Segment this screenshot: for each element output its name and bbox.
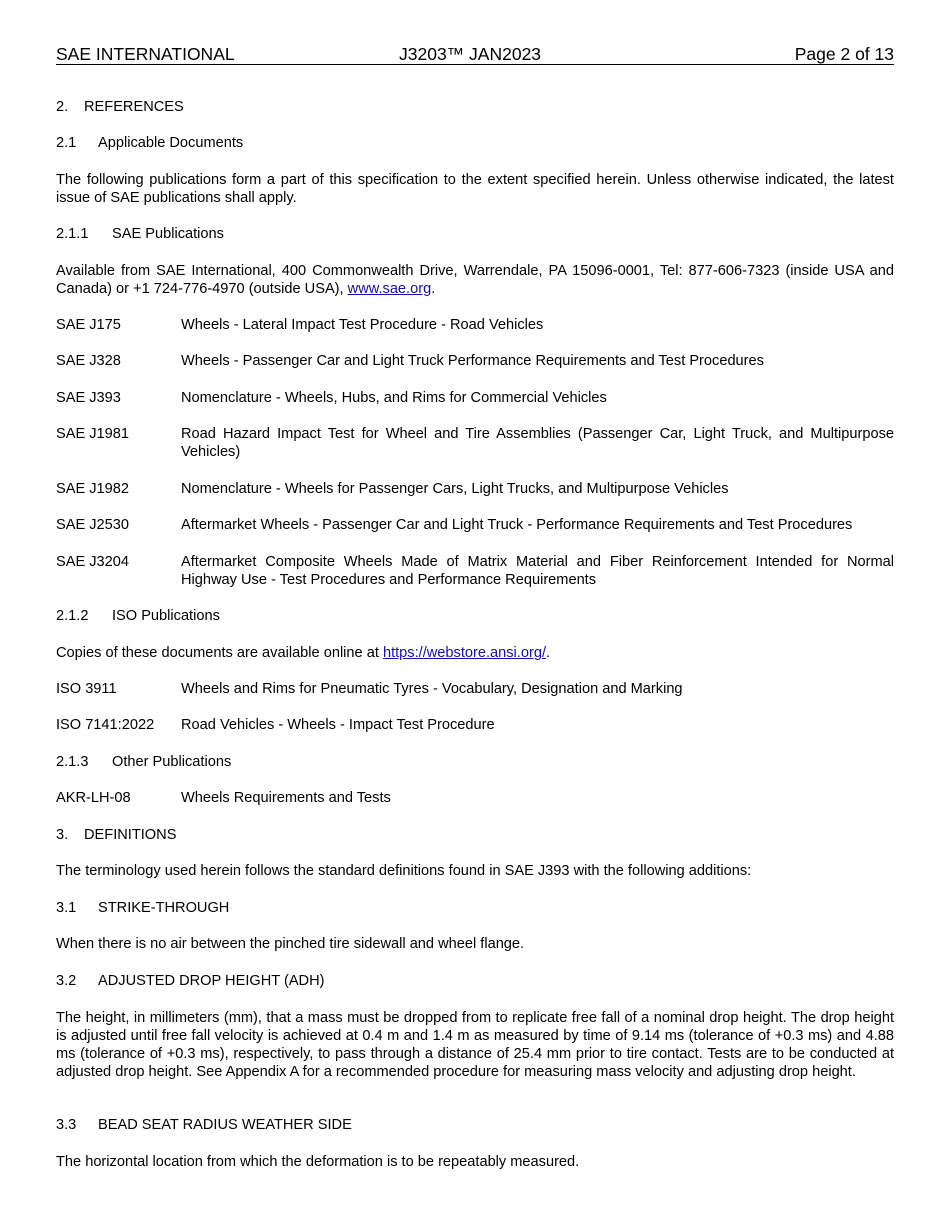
page-header (56, 44, 894, 65)
header-page-number: Page 2 of 13 (794, 44, 894, 64)
section-title: DEFINITIONS (84, 827, 177, 843)
reference-code: ISO 7141:2022 (56, 717, 155, 733)
paragraph-sae-availability (56, 262, 894, 298)
reference-code: SAE J1981 (56, 426, 130, 442)
section-number: 2. (56, 99, 69, 115)
reference-title: Wheels Requirements and Tests (181, 790, 391, 806)
section-title: REFERENCES (84, 99, 184, 115)
section-number: 3.2 (56, 973, 77, 989)
paragraph-text: Available from SAE International, 400 Commonwealth Drive, Warrendale, PA 15096-0001, Tel: 877-606-7323 (inside USA and Canada) or +1 724-776-4970 (outside USA), (56, 263, 894, 297)
section-title: Other Publications (112, 754, 232, 770)
section-heading-2-1 (56, 134, 894, 152)
header-doc-id: J3203™ JAN2023 (399, 44, 542, 64)
reference-title: Road Vehicles - Wheels - Impact Test Procedure (181, 717, 495, 733)
reference-code: SAE J3204 (56, 554, 130, 570)
section-title: ISO Publications (112, 608, 220, 624)
section-heading-3-2 (56, 972, 894, 990)
sae-website-link[interactable]: www.sae.org (347, 281, 432, 297)
section-number: 3.1 (56, 900, 77, 916)
ansi-webstore-link[interactable]: https://webstore.ansi.org/ (382, 645, 546, 661)
section-title: SAE Publications (112, 226, 224, 242)
reference-code: SAE J1982 (56, 481, 130, 497)
section-title: BEAD SEAT RADIUS WEATHER SIDE (98, 1117, 352, 1133)
reference-title: Aftermarket Composite Wheels Made of Matrix Material and Fiber Reinforcement Intended for Normal Highway Use - Test Procedures and Performance Requirements (181, 554, 894, 588)
section-heading-2-1-3 (56, 753, 894, 771)
paragraph-text-end: . (546, 645, 551, 661)
section-number: 2.1.2 (56, 608, 89, 624)
reference-code: AKR-LH-08 (56, 790, 131, 806)
paragraph-adjusted-drop-height: The height, in millimeters (mm), that a mass must be dropped from to replicate free fall of a nominal drop height. The drop height is adjusted until free fall velocity is achieved at 0.4 m and 1.4 m as measured by time of 9.14 ms (tolerance of +0.3 ms) and 4.88 ms (tolerance of +0.3 ms), respectively, to pass through a distance of 25.4 mm prior to tire contact. Tests are to be conducted at adjusted drop height. See Appendix A for a recommended procedure for measuring mass velocity and adjusting drop height. (56, 1010, 894, 1080)
reference-title: Nomenclature - Wheels, Hubs, and Rims for Commercial Vehicles (181, 390, 607, 406)
section-heading-2-1-2 (56, 607, 894, 625)
section-number: 2.1.1 (56, 226, 89, 242)
section-heading-3-3 (56, 1116, 894, 1134)
section-title: STRIKE-THROUGH (98, 900, 230, 916)
section-number: 2.1.3 (56, 754, 89, 770)
header-org: SAE INTERNATIONAL (56, 44, 235, 64)
paragraph-applicable-documents: The following publications form a part of this specification to the extent specified herein. Unless otherwise indicated, the latest issue of SAE publications shall apply. (56, 172, 894, 206)
reference-title: Wheels and Rims for Pneumatic Tyres - Vocabulary, Designation and Marking (181, 681, 683, 697)
reference-code: SAE J393 (56, 390, 121, 406)
reference-title: Wheels - Lateral Impact Test Procedure - Road Vehicles (181, 317, 544, 333)
paragraph-text: Copies of these documents are available online at (56, 645, 383, 661)
reference-title: Road Hazard Impact Test for Wheel and Tire Assemblies (Passenger Car, Light Truck, and Multipurpose Vehicles) (181, 426, 894, 460)
section-title: Applicable Documents (98, 135, 244, 151)
section-heading-2-1-1 (56, 225, 894, 243)
section-number: 2.1 (56, 135, 77, 151)
reference-code: SAE J175 (56, 317, 121, 333)
paragraph-iso-availability (56, 644, 894, 662)
paragraph-definitions-intro: The terminology used herein follows the standard definitions found in SAE J393 with the following additions: (56, 863, 752, 879)
paragraph-strike-through: When there is no air between the pinched tire sidewall and wheel flange. (56, 936, 525, 952)
paragraph-bead-seat-radius: The horizontal location from which the deformation is to be repeatably measured. (56, 1154, 580, 1170)
paragraph-text-end: . (431, 281, 436, 297)
section-number: 3. (56, 827, 69, 843)
reference-title: Aftermarket Wheels - Passenger Car and Light Truck - Performance Requirements and Test Procedures (181, 517, 853, 533)
reference-code: ISO 3911 (56, 681, 117, 697)
reference-code: SAE J328 (56, 353, 121, 369)
section-heading-3-1 (56, 899, 894, 917)
reference-code: SAE J2530 (56, 517, 130, 533)
section-heading-2 (56, 98, 894, 116)
section-heading-3 (56, 826, 894, 844)
reference-title: Wheels - Passenger Car and Light Truck Performance Requirements and Test Procedures (181, 353, 764, 369)
section-title: ADJUSTED DROP HEIGHT (ADH) (98, 973, 325, 989)
reference-title: Nomenclature - Wheels for Passenger Cars, Light Trucks, and Multipurpose Vehicles (181, 481, 729, 497)
section-number: 3.3 (56, 1117, 77, 1133)
